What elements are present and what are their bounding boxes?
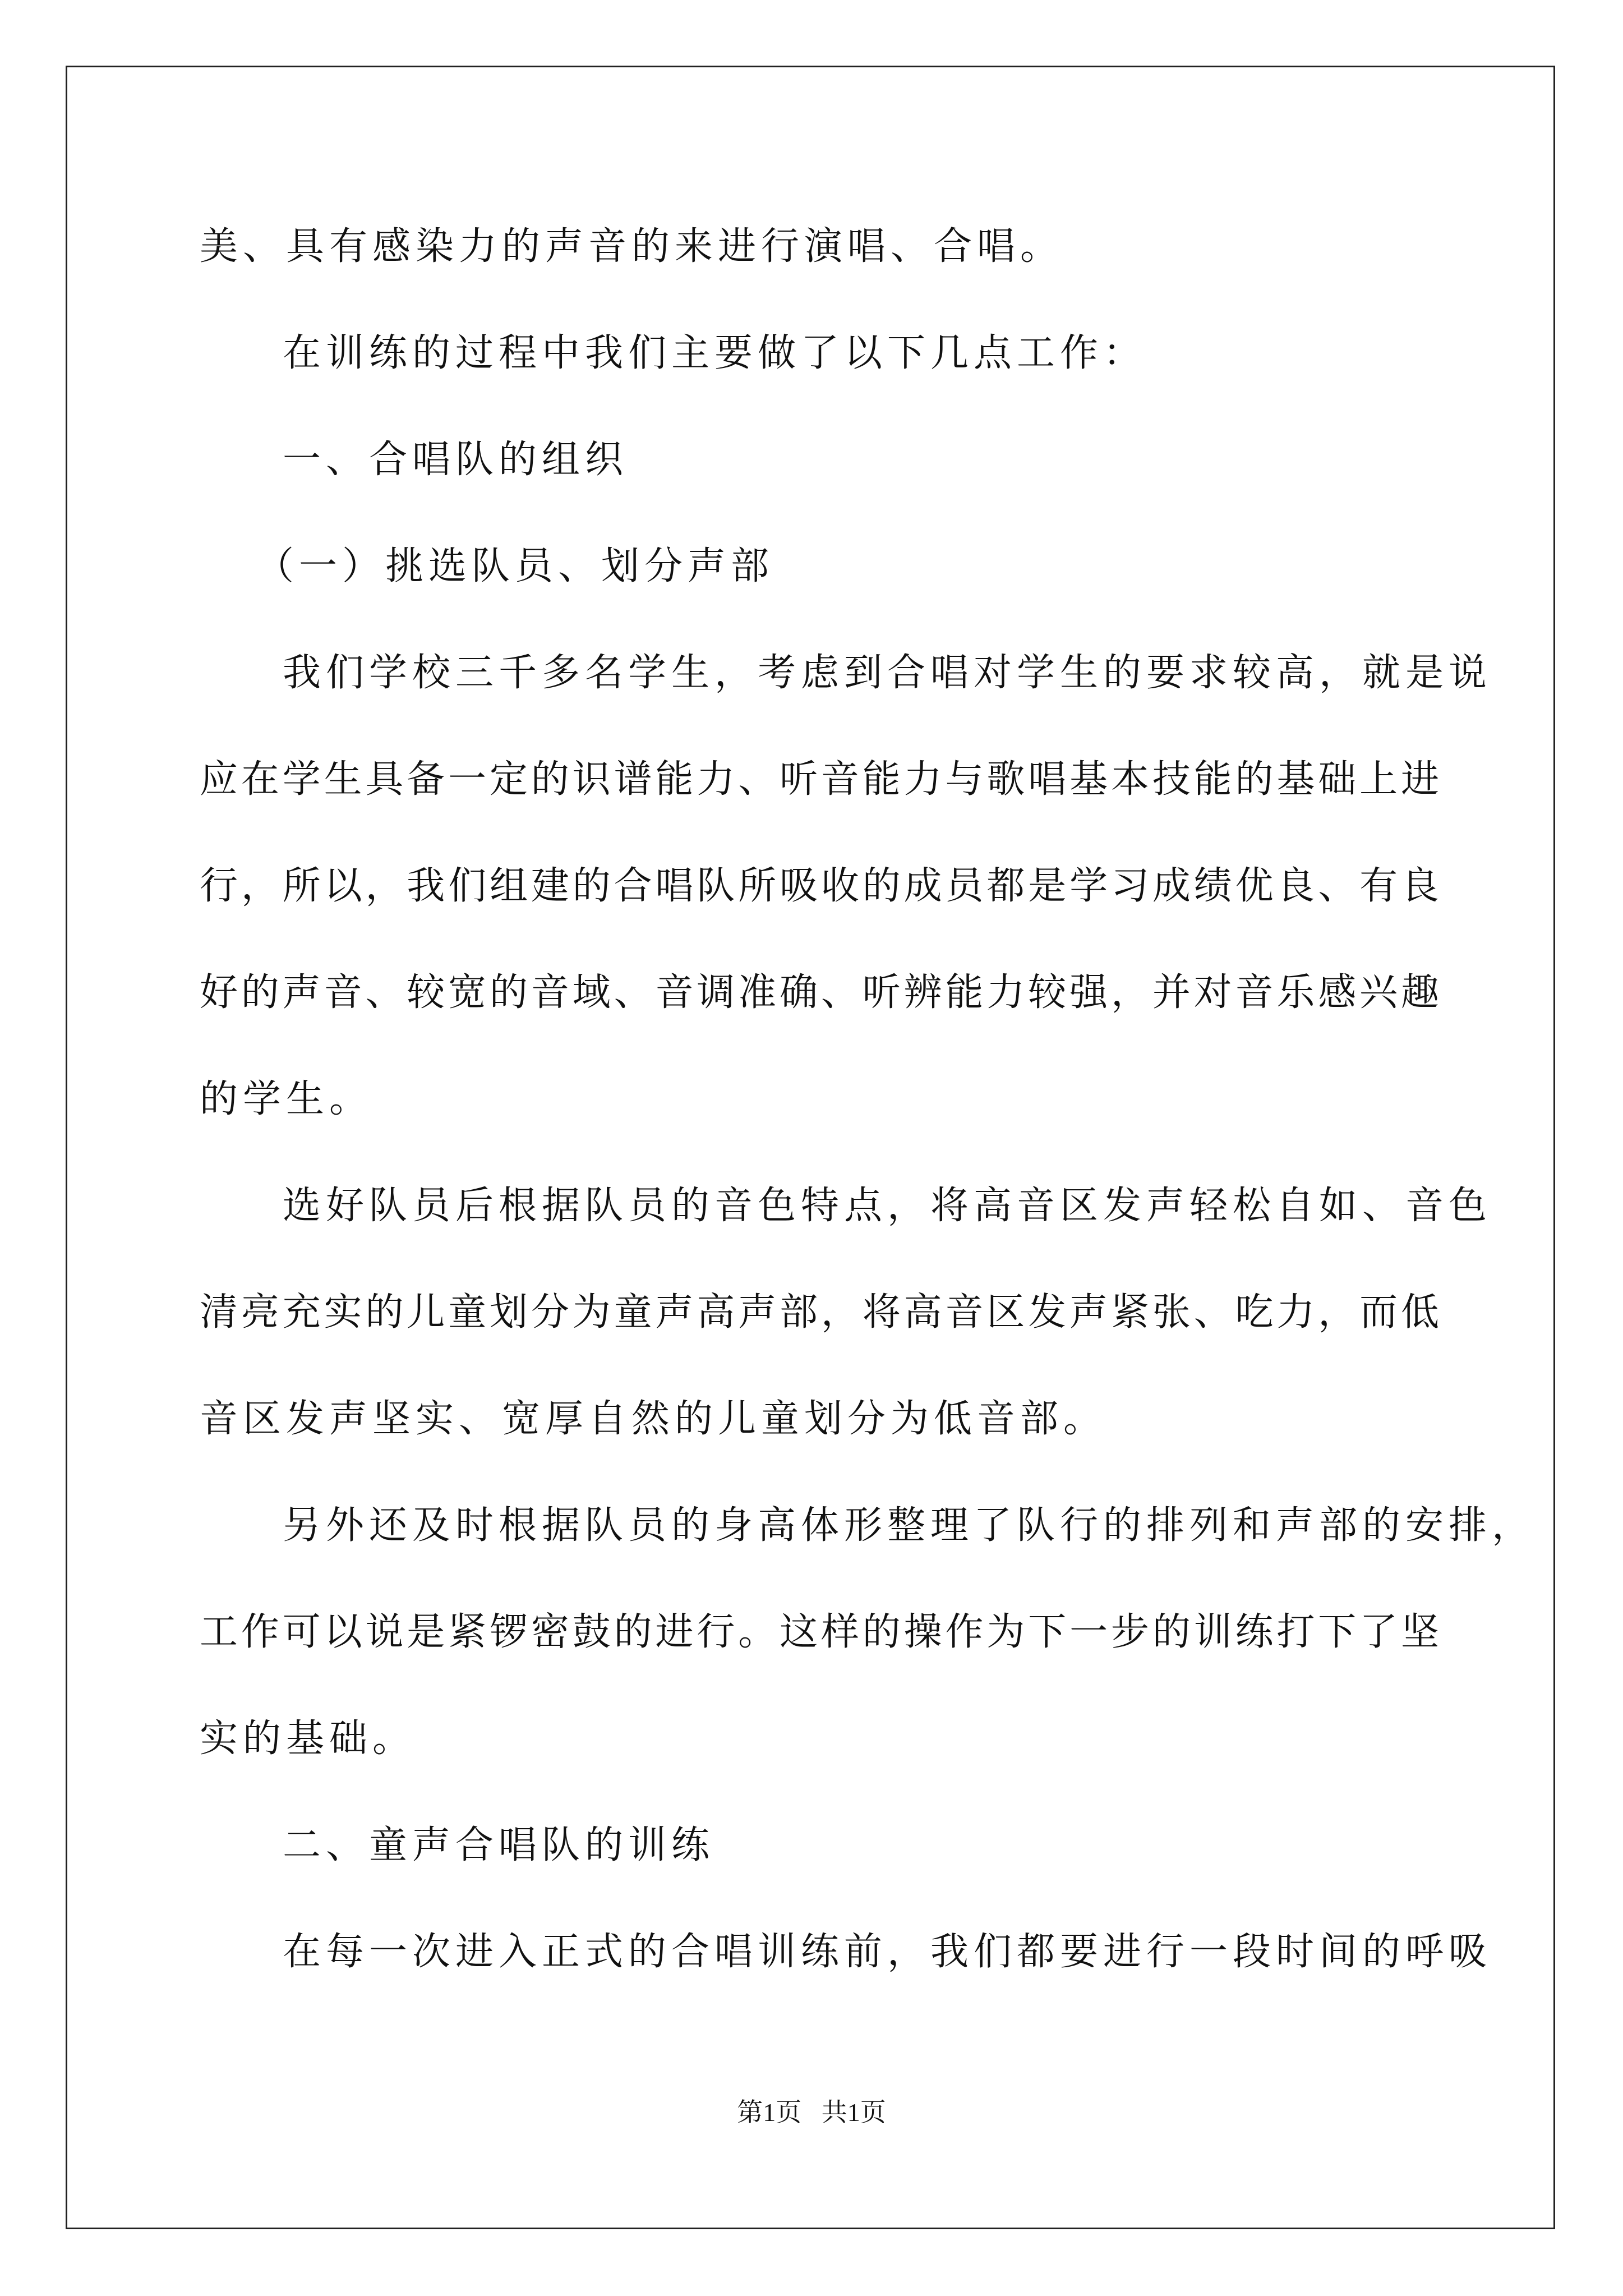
page-number: 第1页: [737, 2098, 802, 2127]
text-line: 音区发声坚实、宽厚自然的儿童划分为低音部。: [200, 1397, 1107, 1441]
section-heading: 一、合唱队的组织: [283, 438, 629, 482]
text-line: 好的声音、较宽的音域、音调准确、听辨能力较强，并对音乐感兴趣: [200, 970, 1439, 1015]
text-line: 实的基础。: [200, 1717, 416, 1761]
text-line: 工作可以说是紧锣密鼓的进行。这样的操作为下一步的训练打下了坚: [200, 1610, 1439, 1654]
text-line: 另外还及时根据队员的身高体形整理了队行的排列和声部的安排，: [283, 1503, 1536, 1548]
text-line: 应在学生具备一定的识谱能力、听音能力与歌唱基本技能的基础上进: [200, 757, 1439, 802]
section-heading: 二、童声合唱队的训练: [283, 1823, 715, 1867]
text-line: 清亮充实的儿童划分为童声高声部，将高音区发声紧张、吃力，而低: [200, 1290, 1439, 1335]
text-line: 在训练的过程中我们主要做了以下几点工作：: [283, 331, 1147, 375]
text-line: 的学生。: [200, 1077, 373, 1121]
text-line: 美、具有感染力的声音的来进行演唱、合唱。: [200, 224, 1064, 269]
page-border: [66, 66, 1555, 2229]
page-total: 共1页: [821, 2098, 886, 2127]
page-footer: [0, 2097, 1623, 2128]
text-line: 我们学校三千多名学生，考虑到合唱对学生的要求较高，就是说: [283, 651, 1492, 695]
subsection-heading: （一）挑选队员、划分声部: [256, 544, 774, 588]
text-line: 选好队员后根据队员的音色特点，将高音区发声轻松自如、音色: [283, 1184, 1492, 1228]
text-line: 在每一次进入正式的合唱训练前，我们都要进行一段时间的呼吸: [283, 1930, 1492, 1974]
text-line: 行，所以，我们组建的合唱队所吸收的成员都是学习成绩优良、有良: [200, 864, 1439, 908]
